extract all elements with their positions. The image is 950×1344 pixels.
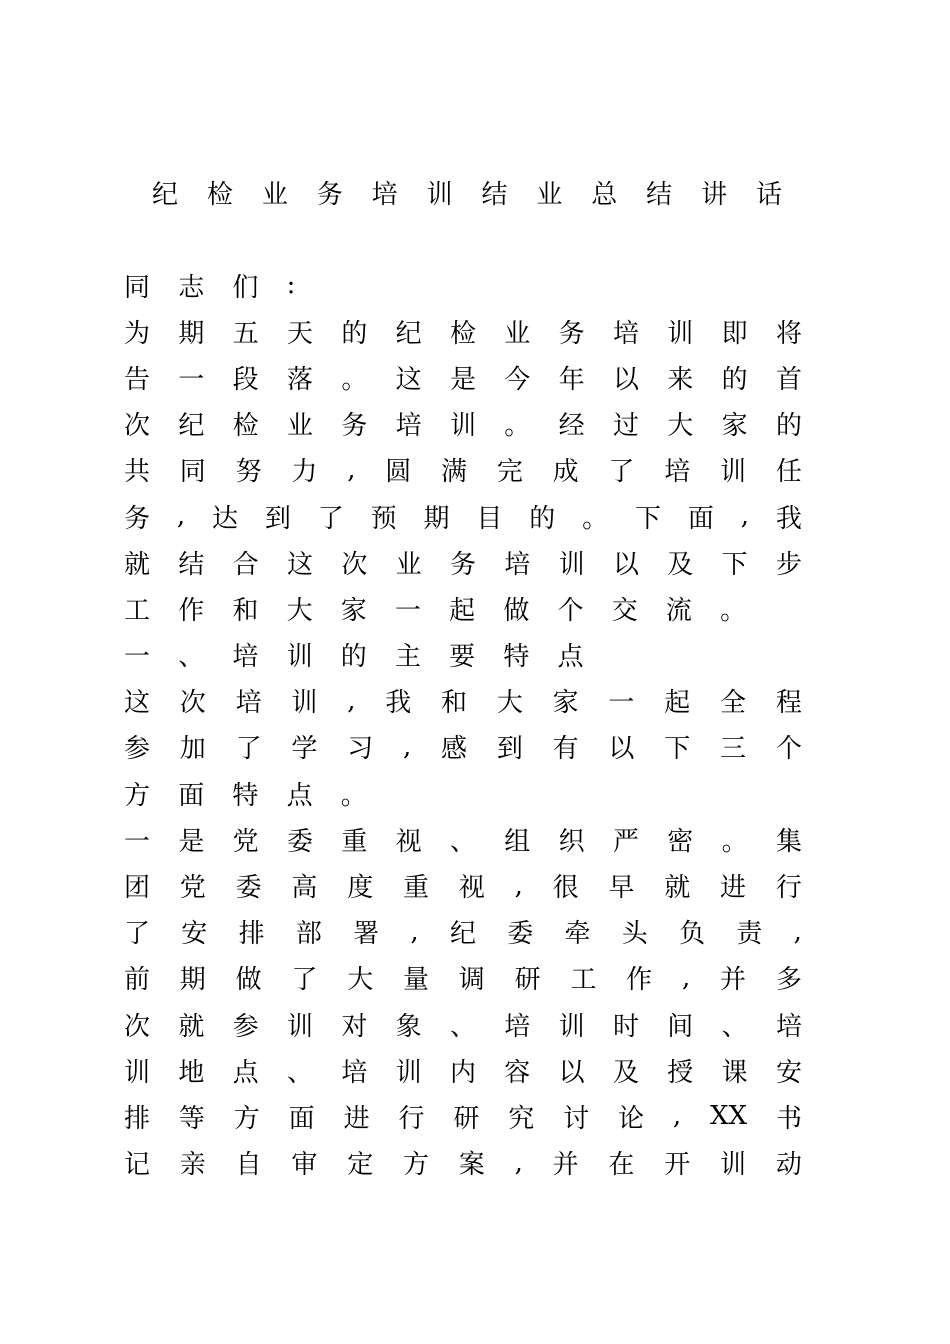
text-char: 记 <box>124 1150 151 1181</box>
text-char: 一 <box>124 826 151 857</box>
text-char: 纪 <box>395 318 422 349</box>
text-char: 工 <box>570 965 597 996</box>
text-char: 培 <box>235 688 262 719</box>
text-char: 感 <box>441 734 468 765</box>
text-char: 、 <box>178 642 205 673</box>
text-char: 。 <box>582 503 609 534</box>
text-char: 授 <box>667 1057 694 1088</box>
text-char: 定 <box>347 1150 374 1181</box>
text-char: 训 <box>395 1057 422 1088</box>
text-char: 成 <box>552 457 579 488</box>
text-char: 到 <box>496 734 523 765</box>
text-char: 目 <box>476 503 503 534</box>
text-char: 任 <box>775 457 802 488</box>
text-char: 家 <box>340 595 367 626</box>
text-char: 下 <box>635 503 662 534</box>
text-char: 主 <box>394 642 421 673</box>
text-line <box>124 632 802 678</box>
text-char: 以 <box>608 734 635 765</box>
text-char: 圆 <box>385 457 412 488</box>
text-char: 的 <box>341 318 368 349</box>
text-char: 今 <box>504 364 531 395</box>
text-char: 训 <box>286 642 313 673</box>
text-char: 并 <box>552 1150 579 1181</box>
text-char: 训 <box>720 1150 747 1181</box>
text-char: 部 <box>295 919 322 950</box>
text-char: 等 <box>178 1103 205 1134</box>
text-char: 这 <box>286 549 313 580</box>
text-char: 集 <box>775 826 802 857</box>
text-char: 志 <box>178 272 205 303</box>
text-char: 预 <box>370 503 397 534</box>
text-char: 委 <box>286 826 313 857</box>
text-char: 共 <box>124 457 151 488</box>
text-char: 时 <box>612 1011 639 1042</box>
text-char: 面 <box>687 503 714 534</box>
text-char: 做 <box>503 595 530 626</box>
text-char: 的 <box>529 503 556 534</box>
text-char: 务 <box>341 411 368 442</box>
text-char: , <box>514 870 523 901</box>
text-char: 就 <box>664 873 691 904</box>
text-char: 调 <box>458 965 485 996</box>
text-char: 、 <box>449 826 476 857</box>
text-char: 组 <box>504 826 531 857</box>
title-char: 话 <box>755 179 782 210</box>
text-char: 案 <box>458 1150 485 1181</box>
text-line <box>124 1093 802 1139</box>
text-char: 进 <box>720 873 747 904</box>
text-char: , <box>793 916 802 947</box>
text-char: 我 <box>775 503 802 534</box>
text-char: 了 <box>235 734 262 765</box>
text-char: 务 <box>449 549 476 580</box>
text-char: 段 <box>232 364 259 395</box>
text-char: 经 <box>558 411 585 442</box>
text-line <box>124 909 802 955</box>
text-char: 象 <box>395 1011 422 1042</box>
text-char: 面 <box>288 1103 315 1134</box>
text-char: 首 <box>775 364 802 395</box>
title-char: 检 <box>206 179 233 210</box>
text-char: 检 <box>449 318 476 349</box>
text-char: 作 <box>178 595 205 626</box>
title-char: 培 <box>371 179 398 210</box>
text-char: 在 <box>608 1150 635 1181</box>
text-char: 训 <box>667 318 694 349</box>
text-char: 培 <box>232 642 259 673</box>
text-char: 自 <box>235 1150 262 1181</box>
text-char: 行 <box>398 1103 425 1134</box>
text-char: 务 <box>558 318 585 349</box>
text-char: 天 <box>286 318 313 349</box>
text-char: 高 <box>291 873 318 904</box>
text-char: 达 <box>212 503 239 534</box>
text-line <box>124 493 802 539</box>
text-char: 很 <box>552 873 579 904</box>
text-char: 起 <box>664 688 691 719</box>
text-char: 团 <box>124 873 151 904</box>
text-char: 期 <box>423 503 450 534</box>
text-char: , <box>514 1147 523 1178</box>
text-char: 织 <box>558 826 585 857</box>
text-char: 点 <box>557 642 584 673</box>
text-line <box>124 1001 802 1047</box>
text-char: 委 <box>507 919 534 950</box>
text-char: 和 <box>232 595 259 626</box>
text-char: 和 <box>441 688 468 719</box>
text-char: 三 <box>720 734 747 765</box>
text-char: 头 <box>621 919 648 950</box>
document-title <box>152 172 782 212</box>
title-char: 业 <box>536 179 563 210</box>
text-char: 重 <box>402 873 429 904</box>
text-char: 参 <box>124 734 151 765</box>
title-char: 纪 <box>152 179 179 210</box>
text-char: 的 <box>340 642 367 673</box>
text-char: 审 <box>291 1150 318 1181</box>
text-char: 们 <box>232 272 259 303</box>
text-char: 次 <box>124 1011 151 1042</box>
text-char: 学 <box>291 734 318 765</box>
text-char: 。 <box>341 364 368 395</box>
text-char: 排 <box>238 919 265 950</box>
text-char: 点 <box>232 1057 259 1088</box>
text-char: 视 <box>395 826 422 857</box>
text-char: 就 <box>124 549 151 580</box>
text-char: 培 <box>341 1057 368 1088</box>
text-char: 以 <box>558 1057 585 1088</box>
text-line <box>124 770 802 816</box>
text-char: 参 <box>232 1011 259 1042</box>
text-char: , <box>347 685 356 716</box>
text-char: , <box>176 501 186 532</box>
text-char: 培 <box>612 318 639 349</box>
text-char: 步 <box>775 549 802 580</box>
text-line <box>124 1047 802 1093</box>
text-char: 视 <box>458 873 485 904</box>
text-char: 交 <box>611 595 638 626</box>
text-char: , <box>740 501 750 532</box>
text-char: 为 <box>124 318 151 349</box>
text-char: 有 <box>552 734 579 765</box>
text-char: 程 <box>775 688 802 719</box>
text-char: 训 <box>558 549 585 580</box>
text-char: : <box>286 270 296 301</box>
text-char: 过 <box>612 411 639 442</box>
text-line <box>124 678 802 724</box>
text-char: 间 <box>667 1011 694 1042</box>
text-char: 了 <box>291 965 318 996</box>
text-char: 全 <box>720 688 747 719</box>
text-char: 。 <box>504 411 531 442</box>
title-char: 讲 <box>701 179 728 210</box>
text-char: 论 <box>618 1103 645 1134</box>
text-char: 满 <box>441 457 468 488</box>
text-char: 大 <box>667 411 694 442</box>
text-char: , <box>681 962 691 993</box>
text-line <box>124 308 802 354</box>
text-char: 排 <box>124 1103 151 1134</box>
text-char: 进 <box>343 1103 370 1134</box>
text-char: 署 <box>353 919 380 950</box>
text-char: 早 <box>608 873 635 904</box>
text-char: 一 <box>124 642 151 673</box>
text-line <box>124 539 802 585</box>
text-char: 大 <box>347 965 374 996</box>
text-char: 次 <box>179 688 206 719</box>
text-char: 内 <box>449 1057 476 1088</box>
text-char: 作 <box>626 965 653 996</box>
text-char: 培 <box>775 1011 802 1042</box>
text-char: 党 <box>232 826 259 857</box>
text-char: 密 <box>667 826 694 857</box>
text-char: 及 <box>667 549 694 580</box>
text-line <box>124 401 802 447</box>
text-char: 这 <box>395 364 422 395</box>
text-char: 责 <box>736 919 763 950</box>
text-char: 点 <box>286 780 313 811</box>
text-char: 严 <box>612 826 639 857</box>
text-char: 培 <box>395 411 422 442</box>
text-char: 业 <box>504 318 531 349</box>
text-char: 了 <box>608 457 635 488</box>
text-char: 这 <box>124 688 151 719</box>
text-char: 期 <box>178 318 205 349</box>
text-char: 就 <box>178 1011 205 1042</box>
text-char: 安 <box>181 919 208 950</box>
text-char: 。 <box>721 826 748 857</box>
document-body <box>124 262 802 1186</box>
text-char: 工 <box>124 595 151 626</box>
text-char: 研 <box>453 1103 480 1134</box>
text-char: 习 <box>347 734 374 765</box>
text-line <box>124 585 802 631</box>
text-char: 方 <box>233 1103 260 1134</box>
text-char: 方 <box>124 780 151 811</box>
text-char: 流 <box>665 595 692 626</box>
text-char: 次 <box>341 549 368 580</box>
text-char: 合 <box>232 549 259 580</box>
text-char: 训 <box>558 1011 585 1042</box>
text-char: , <box>347 454 356 485</box>
text-char: 纪 <box>178 411 205 442</box>
text-char: , <box>672 1101 682 1132</box>
text-char: 、 <box>449 1011 476 1042</box>
text-char: 将 <box>775 318 802 349</box>
text-char: 、 <box>721 1011 748 1042</box>
title-char: 结 <box>646 179 673 210</box>
text-char: 大 <box>286 595 313 626</box>
text-char: 个 <box>775 734 802 765</box>
text-char: 、 <box>286 1057 313 1088</box>
text-char: 地 <box>178 1057 205 1088</box>
text-char: 要 <box>449 642 476 673</box>
text-char: 党 <box>179 873 206 904</box>
text-char: 方 <box>402 1150 429 1181</box>
text-char: 加 <box>179 734 206 765</box>
text-char: 动 <box>775 1150 802 1181</box>
text-char: XX <box>710 1101 748 1132</box>
text-char: 行 <box>775 873 802 904</box>
text-char: 特 <box>232 780 259 811</box>
title-char: 结 <box>481 179 508 210</box>
text-char: 前 <box>124 965 151 996</box>
title-char: 训 <box>426 179 453 210</box>
text-char: 检 <box>232 411 259 442</box>
text-char: 课 <box>721 1057 748 1088</box>
text-char: 。 <box>720 595 747 626</box>
text-line <box>124 262 802 308</box>
text-char: 面 <box>178 780 205 811</box>
text-char: 委 <box>235 873 262 904</box>
text-char: 讨 <box>563 1103 590 1134</box>
title-char: 总 <box>591 179 618 210</box>
text-char: 落 <box>286 364 313 395</box>
text-char: 同 <box>179 457 206 488</box>
text-char: 大 <box>496 688 523 719</box>
title-char: 业 <box>261 179 288 210</box>
text-char: 起 <box>449 595 476 626</box>
text-char: 完 <box>496 457 523 488</box>
text-char: 年 <box>558 364 585 395</box>
text-line <box>124 354 802 400</box>
text-char: 多 <box>775 965 802 996</box>
text-char: 负 <box>679 919 706 950</box>
text-char: 家 <box>552 688 579 719</box>
text-char: 下 <box>721 549 748 580</box>
text-char: 是 <box>449 364 476 395</box>
text-char: 及 <box>612 1057 639 1088</box>
text-line <box>124 862 802 908</box>
text-char: 的 <box>775 411 802 442</box>
text-line <box>124 447 802 493</box>
text-line <box>124 816 802 862</box>
text-char: 一 <box>178 364 205 395</box>
text-char: 书 <box>775 1103 802 1134</box>
text-char: 期 <box>179 965 206 996</box>
text-char: 务 <box>124 503 151 534</box>
text-char: 的 <box>721 364 748 395</box>
text-char: 同 <box>124 272 151 303</box>
text-char: , <box>410 916 419 947</box>
text-line <box>124 724 802 770</box>
text-char: 量 <box>402 965 429 996</box>
title-char: 务 <box>316 179 343 210</box>
text-char: 做 <box>235 965 262 996</box>
text-char: 力 <box>291 457 318 488</box>
text-char: 了 <box>124 919 151 950</box>
text-char: 我 <box>385 688 412 719</box>
text-line <box>124 955 802 1001</box>
text-char: 训 <box>449 411 476 442</box>
text-char: 牵 <box>564 919 591 950</box>
text-char: 亲 <box>179 1150 206 1181</box>
text-char: 次 <box>124 411 151 442</box>
text-char: 并 <box>720 965 747 996</box>
text-char: 度 <box>347 873 374 904</box>
text-char: 对 <box>341 1011 368 1042</box>
text-char: , <box>402 731 412 762</box>
text-char: 来 <box>667 364 694 395</box>
text-char: 容 <box>504 1057 531 1088</box>
text-char: 下 <box>664 734 691 765</box>
text-char: 培 <box>664 457 691 488</box>
text-char: 业 <box>286 411 313 442</box>
text-line <box>124 1140 802 1186</box>
text-char: 一 <box>394 595 421 626</box>
text-char: 训 <box>124 1057 151 1088</box>
text-char: 研 <box>514 965 541 996</box>
text-char: 究 <box>508 1103 535 1134</box>
text-char: 以 <box>612 549 639 580</box>
text-char: 业 <box>395 549 422 580</box>
text-char: 个 <box>557 595 584 626</box>
text-char: 是 <box>178 826 205 857</box>
text-char: 培 <box>504 1011 531 1042</box>
text-char: 安 <box>775 1057 802 1088</box>
text-char: 一 <box>608 688 635 719</box>
text-char: 到 <box>264 503 291 534</box>
text-char: 结 <box>178 549 205 580</box>
text-char: 家 <box>721 411 748 442</box>
text-char: 以 <box>612 364 639 395</box>
text-char: 训 <box>291 688 318 719</box>
text-char: 即 <box>721 318 748 349</box>
text-char: 了 <box>317 503 344 534</box>
text-char: 训 <box>720 457 747 488</box>
text-char: 开 <box>664 1150 691 1181</box>
text-char: 努 <box>235 457 262 488</box>
text-char: 重 <box>341 826 368 857</box>
text-char: 培 <box>504 549 531 580</box>
text-char: 纪 <box>449 919 476 950</box>
text-char: 告 <box>124 364 151 395</box>
text-char: 。 <box>340 780 367 811</box>
text-char: 五 <box>232 318 259 349</box>
text-char: 特 <box>503 642 530 673</box>
text-char: 训 <box>286 1011 313 1042</box>
